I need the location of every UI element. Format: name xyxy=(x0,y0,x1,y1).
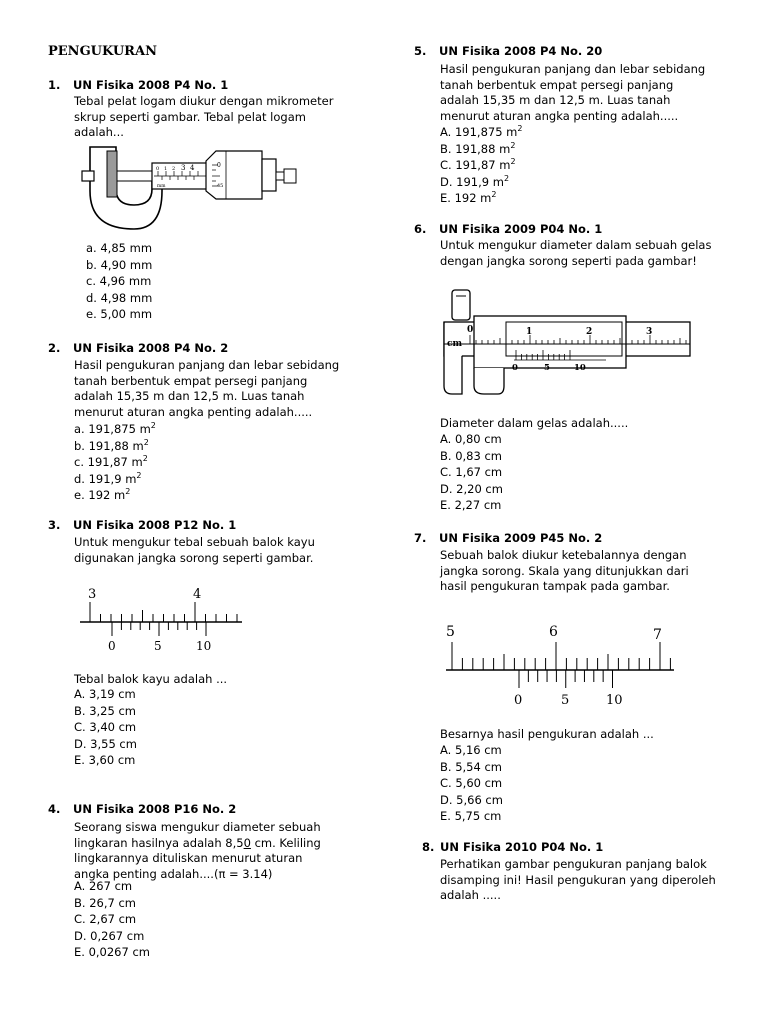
option: E. 5,75 cm xyxy=(440,809,502,824)
option: D. 3,55 cm xyxy=(74,736,137,751)
question-7-text: Sebuah balok diukur ketebalannya dengan jangka sorong. Skala yang ditunjukkan dari hasil pengukuran tampak pada gambar. xyxy=(440,548,689,593)
option: B. 0,83 cm xyxy=(440,448,502,463)
main-scale-label-4: 4 xyxy=(193,587,202,602)
option: E. 3,60 cm xyxy=(74,753,136,768)
question-4-options xyxy=(74,878,150,961)
question-3-heading: 3. UN Fisika 2008 P12 No. 1 xyxy=(48,518,237,532)
option: E. 192 $m^2$ xyxy=(440,190,497,206)
option: C. 3,40 cm xyxy=(74,720,137,735)
option: d. 4,98 mm xyxy=(86,290,153,305)
option: A. 267 cm xyxy=(74,879,133,893)
vernier-label-0: 0 xyxy=(512,363,518,373)
option: c. 4,96 mm xyxy=(86,274,152,289)
question-6-prompt: Diameter dalam gelas adalah..... xyxy=(440,416,629,430)
micrometer-figure xyxy=(78,143,300,233)
question-6-options xyxy=(440,431,503,514)
option: D. 0,267 cm xyxy=(74,928,145,943)
option: e. 192 $m^2$ xyxy=(74,487,131,503)
option: b. 191,88 $m^2$ xyxy=(74,437,149,453)
question-4-heading: 4. UN Fisika 2008 P16 No. 2 xyxy=(48,802,237,816)
micrometer-scale-0: 0 xyxy=(156,166,160,172)
option: C. 2,67 cm xyxy=(74,912,137,927)
vernier-figure-q3 xyxy=(76,584,246,654)
main-scale-label-5: 5 xyxy=(446,624,455,640)
option: B. 5,54 cm xyxy=(440,759,502,774)
option: C. 1,67 cm xyxy=(440,465,503,480)
vernier-label-10: 10 xyxy=(196,639,212,653)
question-5-heading: 5. UN Fisika 2008 P4 No. 20 xyxy=(414,44,603,58)
vernier-label-5: 5 xyxy=(544,363,550,373)
question-2-options xyxy=(74,421,156,504)
vernier-label-5: 5 xyxy=(154,639,162,653)
option: E. 2,27 cm xyxy=(440,498,502,513)
main-scale-label-2: 2 xyxy=(586,327,593,337)
question-1-options xyxy=(86,240,152,323)
question-8-heading: 8. UN Fisika 2010 P04 No. 1 xyxy=(422,840,604,854)
option: a. 4,85 mm xyxy=(86,241,153,255)
option: B. 26,7 cm xyxy=(74,895,136,910)
vernier-label-10: 10 xyxy=(606,693,623,708)
micrometer-scale-4: 4 xyxy=(190,164,195,172)
option: D. 5,66 cm xyxy=(440,792,503,807)
question-8-text: Perhatikan gambar pengukuran panjang balok disamping ini! Hasil pengukuran yang diperoleh adalah ..... xyxy=(440,857,716,902)
question-1-text: Tebal pelat logam diukur dengan mikrometer skrup seperti gambar. Tebal pelat logam adalah... xyxy=(74,94,334,139)
main-scale-label-6: 6 xyxy=(549,624,558,640)
micrometer-scale-3: 3 xyxy=(181,164,186,172)
question-2-heading: 2. UN Fisika 2008 P4 No. 2 xyxy=(48,341,229,355)
micrometer-scale-1: 1 xyxy=(164,166,168,172)
question-5-options xyxy=(440,124,522,207)
caliper-figure-q6 xyxy=(434,286,696,398)
option: E. 0,0267 cm xyxy=(74,945,150,960)
option: D. 191,9 $m^2$ xyxy=(440,173,510,189)
option: B. 191,88 $m^2$ xyxy=(440,140,516,156)
vernier-label-5: 5 xyxy=(561,693,570,708)
option: d. 191,9 $m^2$ xyxy=(74,470,142,486)
question-5-text: Hasil pengukuran panjang dan lebar sebidang tanah berbentuk empat persegi panjang adalah 15,35 m dan 12,5 m. Luas tanah menurut aturan angka penting adalah..... xyxy=(440,62,706,123)
question-6-heading: 6. UN Fisika 2009 P04 No. 1 xyxy=(414,222,603,236)
option: b. 4,90 mm xyxy=(86,257,153,272)
option: A. 3,19 cm xyxy=(74,687,136,701)
option: D. 2,20 cm xyxy=(440,481,503,496)
option: A. 0,80 cm xyxy=(440,432,502,446)
vernier-label-0: 0 xyxy=(108,639,116,653)
micrometer-scale-2: 2 xyxy=(172,166,176,172)
micrometer-unit: mm xyxy=(157,184,166,189)
thimble-label-0: 0 xyxy=(217,162,221,169)
vernier-label-0: 0 xyxy=(514,693,523,708)
thimble-label-45: 45 xyxy=(217,183,224,189)
question-2-text: Hasil pengukuran panjang dan lebar sebidang tanah berbentuk empat persegi panjang adalah 15,35 m dan 12,5 m. Luas tanah menurut aturan angka penting adalah..... xyxy=(74,358,340,419)
main-scale-label-3: 3 xyxy=(88,587,97,602)
main-scale-label-3: 3 xyxy=(646,327,653,337)
vernier-label-10: 10 xyxy=(574,363,586,373)
option: e. 5,00 mm xyxy=(86,307,153,322)
option: A. 191,875 $m^2$ xyxy=(440,124,523,139)
main-scale-label-1: 1 xyxy=(526,327,533,337)
question-3-text: Untuk mengukur tebal sebuah balok kayu digunakan jangka sorong seperti gambar. xyxy=(74,535,315,565)
question-6-text: Untuk mengukur diameter dalam sebuah gelas dengan jangka sorong seperti pada gambar! xyxy=(440,238,712,268)
option: c. 191,87 $m^2$ xyxy=(74,454,148,470)
main-scale-label-7: 7 xyxy=(653,627,662,643)
question-3-options xyxy=(74,686,137,769)
question-7-options xyxy=(440,742,503,825)
vernier-figure-q7 xyxy=(440,620,680,712)
question-7-heading: 7. UN Fisika 2009 P45 No. 2 xyxy=(414,531,603,545)
option: C. 191,87 $m^2$ xyxy=(440,157,516,173)
option: C. 5,60 cm xyxy=(440,776,503,791)
option: A. 5,16 cm xyxy=(440,743,502,757)
question-4-text: Seorang siswa mengukur diameter sebuah lingkaran hasilnya adalah 8,50 cm. Keliling lingkarannya dituliskan menurut aturan angka penting adalah....(π = 3.14) xyxy=(74,820,321,881)
question-7-prompt: Besarnya hasil pengukuran adalah ... xyxy=(440,727,654,741)
page-title: PENGUKURAN xyxy=(48,44,157,59)
question-1-heading: 1. UN Fisika 2008 P4 No. 1 xyxy=(48,78,229,92)
question-3-prompt: Tebal balok kayu adalah ... xyxy=(74,672,228,686)
option: a. 191,875 $m^2$ xyxy=(74,421,156,436)
caliper-unit-label: cm xyxy=(447,339,463,349)
main-scale-label-0: 0 xyxy=(467,325,474,335)
option: B. 3,25 cm xyxy=(74,703,136,718)
